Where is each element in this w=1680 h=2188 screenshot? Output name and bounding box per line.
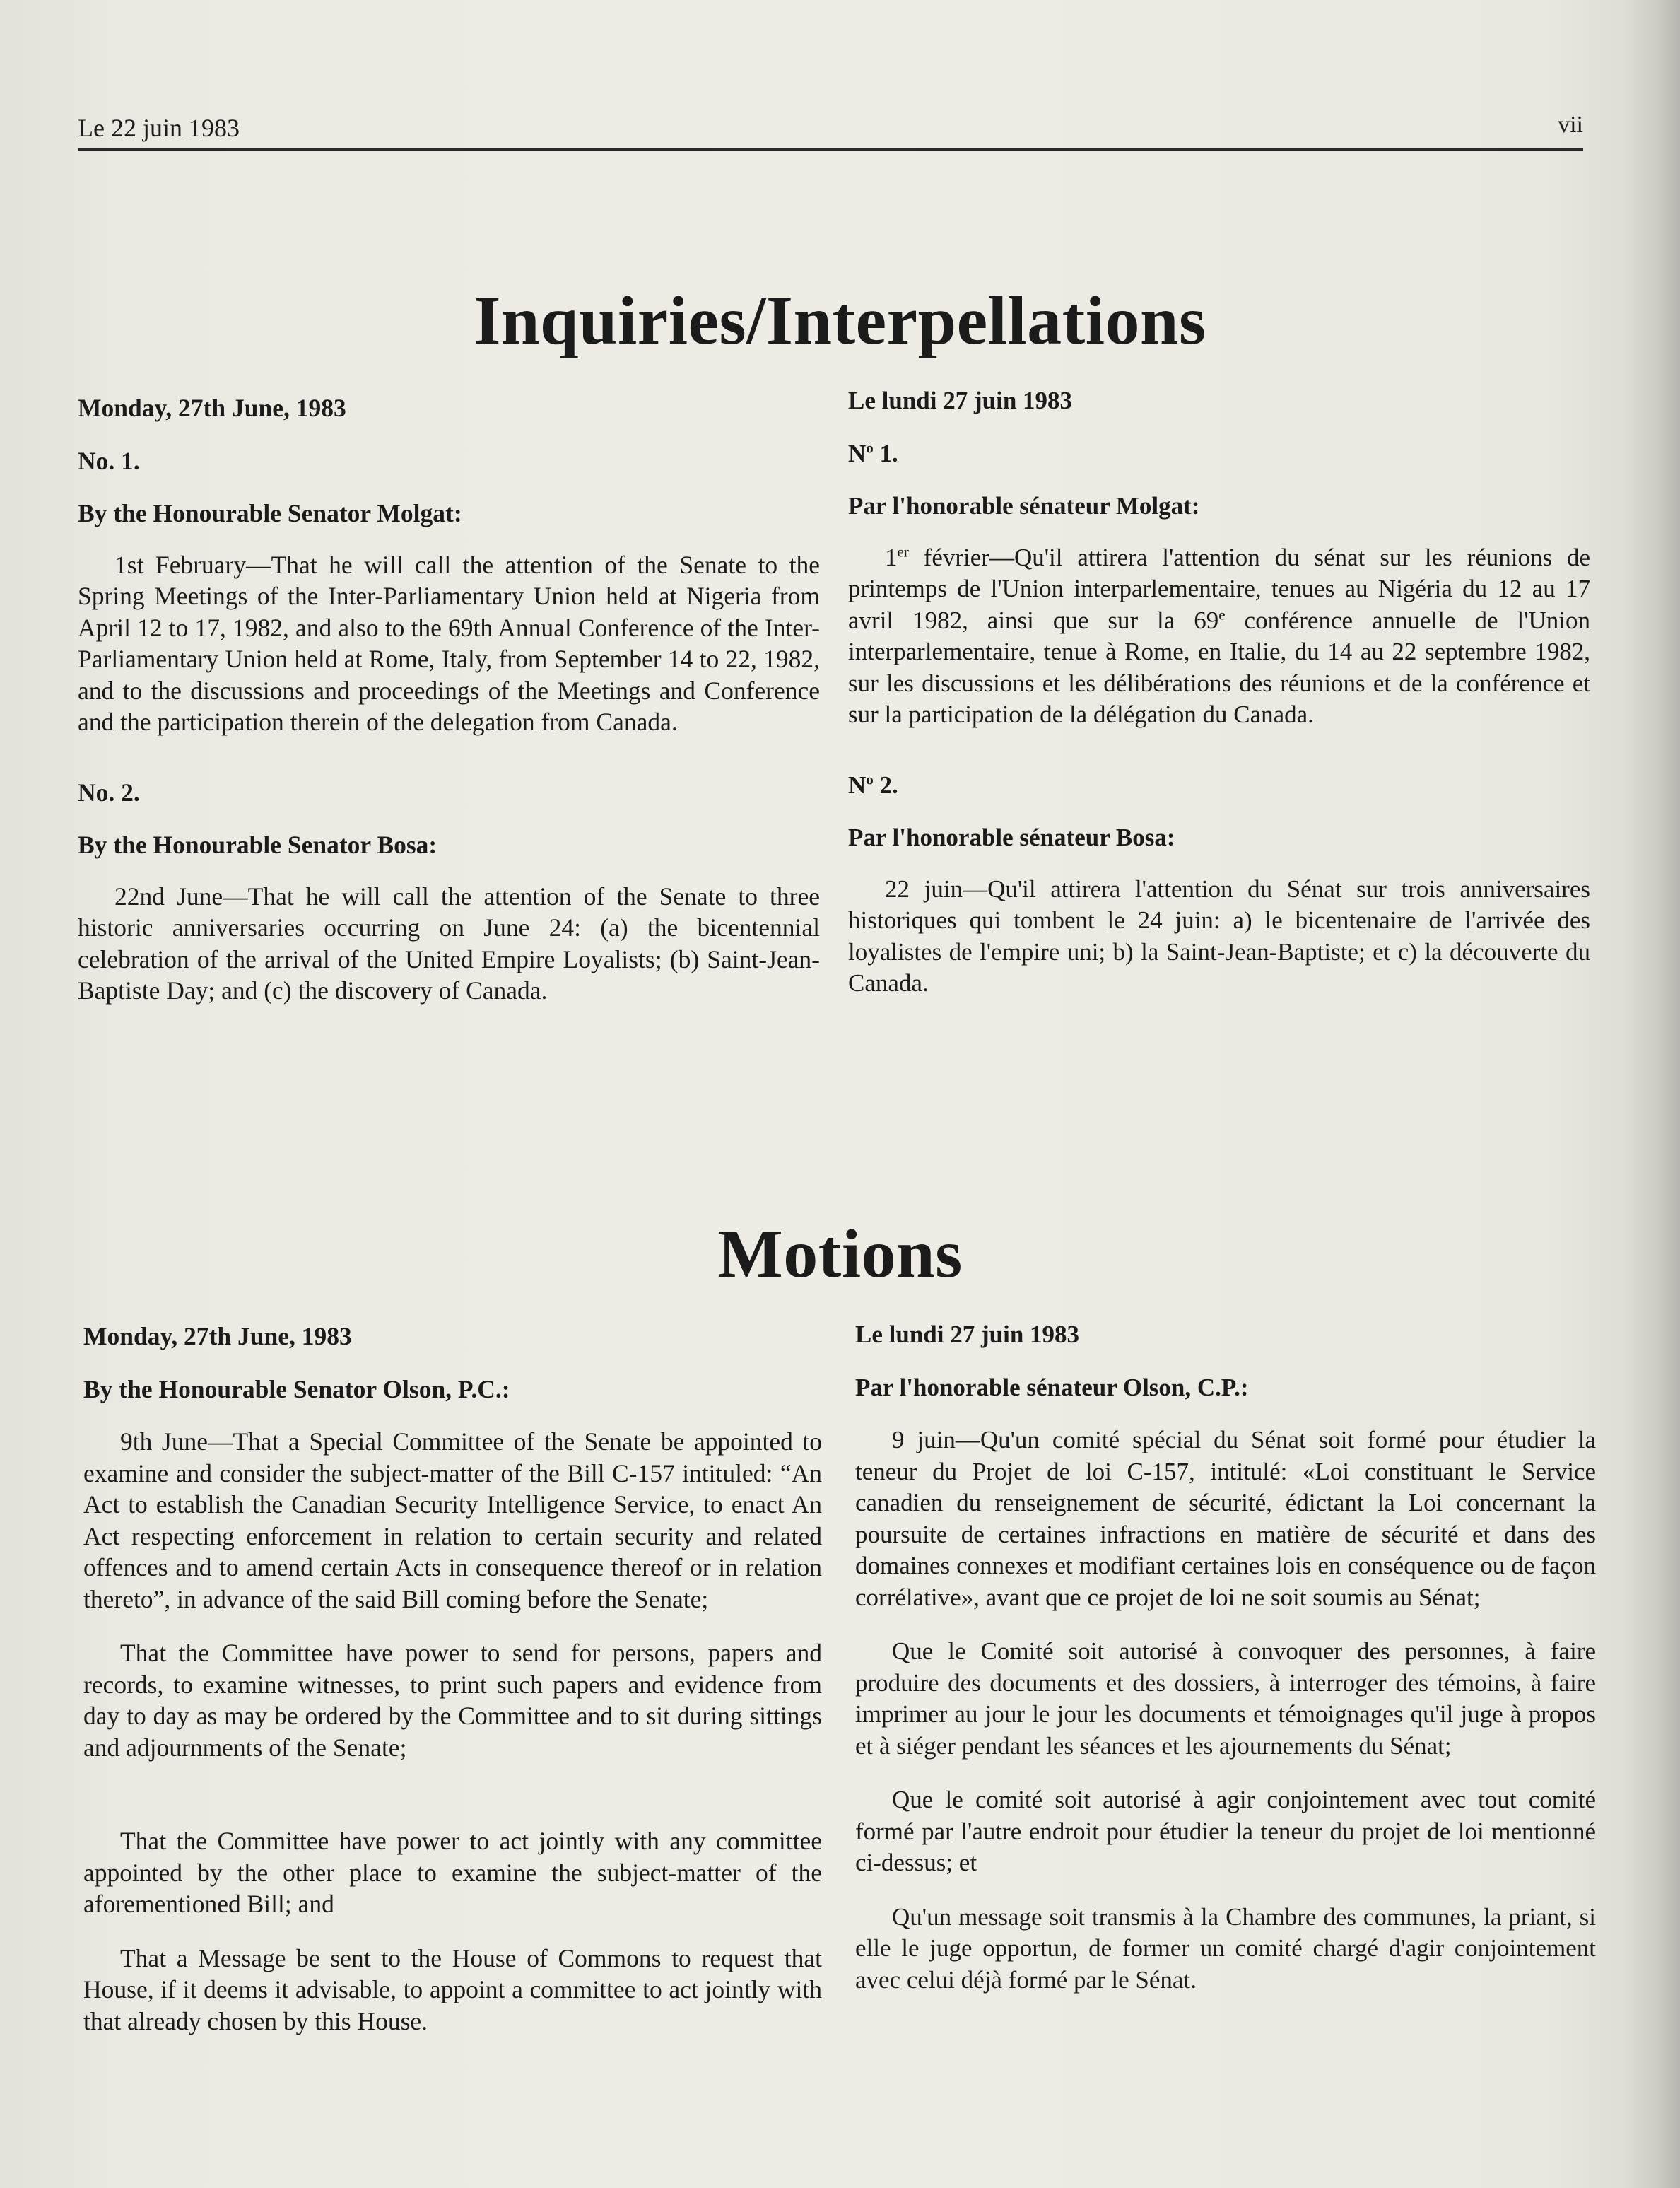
interpellation-1-text: 1er février—Qu'il attirera l'attention du sénat sur les réunions de printemps de l'Union interparlementaire, tenues au Nigéria du 12 au 17 avril 1982, ainsi que sur la 69e conférence annuelle de l'Union interparlementaire, tenue à Rome, en Italie, du 14 au 22 septembre 1982, sur les discussions et les délibérations des réunions et de la conférence et sur la participation de la délégation du Canada. bbox=[848, 542, 1590, 728]
motion-en-paragraph-3: That the Committee have power to act jointly with any committee appointed by the other place to examine the subject-matter of the aforementioned Bill; and bbox=[83, 1827, 822, 1918]
motions-title: Motions bbox=[717, 1216, 963, 1292]
inquiry-2-text: 22nd June—That he will call the attention of the Senate to three historic anniversaries occurring on June 24: (a) the bicentennial celebration of the arrival of the United Empire Loyalists; (b) Saint-Jean-Baptiste Day; and (c) the discovery of Canada. bbox=[78, 882, 820, 1005]
motions-en-by: By the Honourable Senator Olson, P.C.: bbox=[83, 1374, 510, 1403]
motion-en-paragraph-2: That the Committee have power to send for persons, papers and records, to examine witnesses, to print such papers and evidence from day to day as may be ordered by the Committee and to sit during sittings and adjournments of the Senate; bbox=[83, 1639, 822, 1762]
interpellation-2-by: Par l'honorable sénateur Bosa: bbox=[848, 824, 1175, 851]
inquiries-en-date: Monday, 27th June, 1983 bbox=[78, 394, 346, 422]
interpellation-1-number: $N^o$ 1. bbox=[848, 438, 898, 467]
inquiry-1-number: No. 1. bbox=[78, 446, 140, 475]
motions-en-date: Monday, 27th June, 1983 bbox=[83, 1322, 352, 1350]
interpellation-1-by: Par l'honorable sénateur Molgat: bbox=[848, 492, 1200, 520]
inquiry-2-by: By the Honourable Senator Bosa: bbox=[78, 831, 437, 859]
interpellation-2-number: $N^o$ 2. bbox=[848, 770, 898, 799]
motion-en-paragraph-1: 9th June—That a Special Committee of the Senate be appointed to examine and consider the subject-matter of the Bill C-157 intituled: “An Act to establish the Canadian Security Intelligence Service, to enact An Act respecting enforcement in relation to certain security and related offences and to amend certain Acts in consequence thereof or in relation thereto”, in advance of the said Bill coming before the Senate; bbox=[83, 1427, 822, 1613]
motion-fr-paragraph-1: 9 juin—Qu'un comité spécial du Sénat soit formé pour étudier la teneur du Projet de loi C-157, intitulé: «Loi constituant le Service canadien du renseignement de sécurité, édictant la Loi concernant la poursuite de certaines infractions en matière de sécurité et dans des domaines connexes et modifiant certaines lois en conséquence ou de façon corrélative», avant que ce projet de loi ne soit soumis au Sénat; bbox=[855, 1426, 1596, 1611]
motions-english-column bbox=[83, 1321, 822, 2037]
motion-fr-paragraph-2: Que le Comité soit autorisé à convoquer des personnes, à faire produire des documents et des dossiers, à interroger des témoins, à faire imprimer au jour le jour les documents et témoignages qu'il juge à propos et à siéger pendant les séances et les ajournements du Sénat; bbox=[855, 1637, 1596, 1760]
motion-fr-paragraph-3: Que le comité soit autorisé à agir conjointement avec tout comité formé par l'autre endroit pour étudier la teneur du projet de loi mentionné ci-dessus; et bbox=[855, 1786, 1596, 1876]
inquiries-english-column bbox=[78, 392, 820, 1007]
motions-fr-by: Par l'honorable sénateur Olson, C.P.: bbox=[855, 1373, 1249, 1401]
interpellation-2-text: 22 juin—Qu'il attirera l'attention du Sénat sur trois anniversaires historiques qui tombent le 24 juin: a) le bicentenaire de l'arrivée des loyalistes de l'empire uni; b) la Saint-Jean-Baptiste; et c) la découverte du Canada. bbox=[848, 874, 1590, 997]
inquiries-fr-date: Le lundi 27 juin 1983 bbox=[848, 387, 1073, 414]
motion-fr-paragraph-4: Qu'un message soit transmis à la Chambre des communes, la priant, si elle le juge opportun, de former un comité chargé d'agir conjointement avec celui déjà formé par le Sénat. bbox=[855, 1902, 1596, 1994]
inquiry-1-text: 1st February—That he will call the attention of the Senate to the Spring Meetings of the Inter-Parliamentary Union held at Nigeria from April 12 to 17, 1982, and also to the 69th Annual Conference of the Inter-Parliamentary Union held at Rome, Italy, from September 14 to 22, 1982, and to the discussions and proceedings of the Meetings and Conference and the participation therein of the delegation from Canada. bbox=[78, 550, 820, 736]
inquiries-french-column bbox=[848, 385, 1590, 1000]
motions-fr-date: Le lundi 27 juin 1983 bbox=[855, 1321, 1080, 1348]
motion-en-paragraph-4: That a Message be sent to the House of Commons to request that House, if it deems it advisable, to appoint a committee to act jointly with that already chosen by this House. bbox=[83, 1943, 822, 2035]
page-number: vii bbox=[1558, 112, 1583, 138]
inquiry-2-number: No. 2. bbox=[78, 778, 140, 807]
motions-french-column bbox=[855, 1319, 1596, 1996]
inquiry-1-by: By the Honourable Senator Molgat: bbox=[78, 499, 462, 527]
inquiries-title: Inquiries/Interpellations bbox=[474, 283, 1206, 359]
header-date: Le 22 juin 1983 bbox=[78, 114, 240, 142]
running-header bbox=[78, 113, 1583, 151]
